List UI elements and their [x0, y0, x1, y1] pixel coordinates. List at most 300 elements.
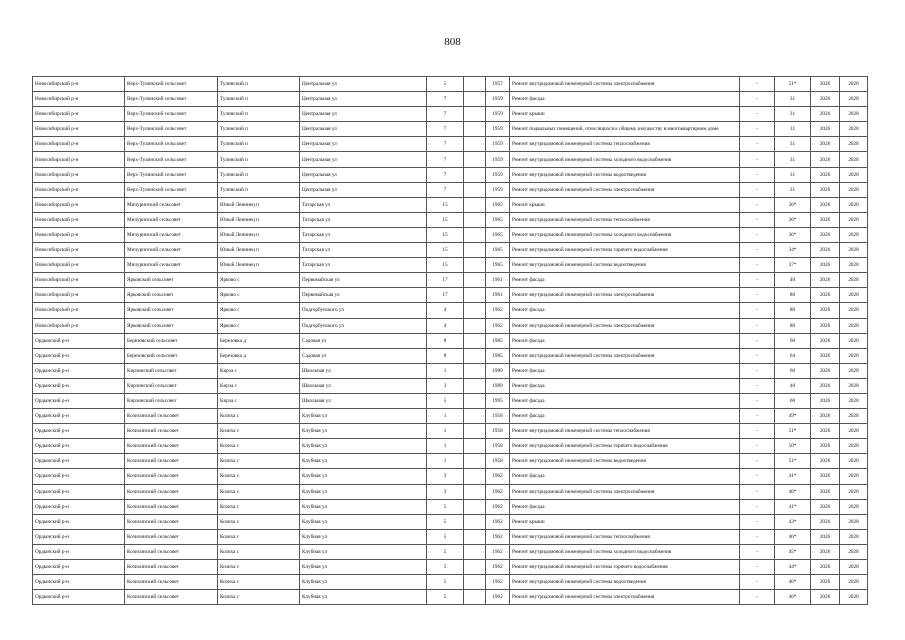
cell-locality: Ярково с — [218, 273, 300, 288]
cell-end_year: 2028 — [840, 439, 868, 454]
cell-district: Новосибирский р-н — [33, 288, 125, 303]
page-number: 808 — [444, 36, 461, 48]
table-row — [33, 212, 868, 227]
cell-house: 7 — [427, 167, 464, 182]
cell-locality: Козиха с — [218, 409, 300, 424]
table-row — [33, 590, 868, 605]
cell-locality: Козиха с — [218, 469, 300, 484]
cell-district: Ордынский р-н — [33, 544, 125, 559]
cell-start_year: 2026 — [811, 318, 840, 333]
cell-dash: - — [740, 484, 775, 499]
cell-locality: Кирза с — [218, 378, 300, 393]
cell-dash: - — [740, 273, 775, 288]
table-row — [33, 122, 868, 137]
cell-percent: 80 — [775, 303, 811, 318]
cell-blank — [464, 590, 486, 605]
cell-dash: - — [740, 590, 775, 605]
table-row — [33, 575, 868, 590]
cell-locality: Козиха с — [218, 454, 300, 469]
cell-settlement: Верх-Тулинский сельсовет — [125, 167, 218, 182]
cell-start_year: 2026 — [811, 333, 840, 348]
table-row — [33, 197, 868, 212]
table-row — [33, 258, 868, 273]
cell-start_year: 2026 — [811, 77, 840, 92]
cell-dash: - — [740, 288, 775, 303]
cell-dash: - — [740, 409, 775, 424]
cell-year: 1959 — [486, 92, 510, 107]
cell-blank — [464, 122, 486, 137]
cell-locality: Козиха с — [218, 514, 300, 529]
cell-year: 1962 — [486, 499, 510, 514]
cell-street: Клубная ул — [300, 514, 427, 529]
cell-street: Центральная ул — [300, 182, 427, 197]
cell-locality: Тулинский п — [218, 77, 300, 92]
cell-settlement: Верх-Тулинский сельсовет — [125, 152, 218, 167]
cell-work: Ремонт фасада — [510, 378, 740, 393]
cell-street: Первомайская ул — [300, 273, 427, 288]
cell-end_year: 2028 — [840, 333, 868, 348]
cell-house: 5 — [427, 499, 464, 514]
cell-blank — [464, 439, 486, 454]
cell-start_year: 2026 — [811, 560, 840, 575]
table-row — [33, 318, 868, 333]
cell-percent: 31 — [775, 137, 811, 152]
cell-district: Ордынский р-н — [33, 529, 125, 544]
cell-work: Ремонт внутридомовой инженерной системы электроснабжения — [510, 590, 740, 605]
cell-district: Новосибирский р-н — [33, 77, 125, 92]
cell-house: 1 — [427, 454, 464, 469]
cell-dash: - — [740, 469, 775, 484]
cell-blank — [464, 273, 486, 288]
cell-district: Ордынский р-н — [33, 514, 125, 529]
cell-settlement: Березовский сельсовет — [125, 333, 218, 348]
cell-start_year: 2026 — [811, 469, 840, 484]
cell-house: 15 — [427, 197, 464, 212]
cell-year: 1989 — [486, 363, 510, 378]
cell-work: Ремонт крыши — [510, 197, 740, 212]
cell-end_year: 2028 — [840, 273, 868, 288]
cell-work: Ремонт фасада — [510, 333, 740, 348]
cell-settlement: Козихинский сельсовет — [125, 424, 218, 439]
cell-year: 1959 — [486, 122, 510, 137]
cell-end_year: 2028 — [840, 484, 868, 499]
cell-year: 1961 — [486, 273, 510, 288]
cell-year: 1962 — [486, 484, 510, 499]
cell-street: Клубная ул — [300, 454, 427, 469]
cell-end_year: 2028 — [840, 77, 868, 92]
cell-house: 4 — [427, 318, 464, 333]
cell-settlement: Верх-Тулинский сельсовет — [125, 122, 218, 137]
cell-street: Садовая ул — [300, 348, 427, 363]
cell-percent: 37* — [775, 258, 811, 273]
cell-locality: Кирза с — [218, 393, 300, 408]
cell-dash: - — [740, 167, 775, 182]
cell-locality: Ярково с — [218, 288, 300, 303]
cell-year: 1962 — [486, 318, 510, 333]
cell-work: Ремонт внутридомовой инженерной системы водоотведения — [510, 454, 740, 469]
cell-locality: Тулинский п — [218, 92, 300, 107]
cell-year: 1961 — [486, 288, 510, 303]
cell-end_year: 2028 — [840, 529, 868, 544]
cell-percent: 31 — [775, 122, 811, 137]
cell-year: 1958 — [486, 439, 510, 454]
cell-year: 1965 — [486, 227, 510, 242]
cell-house: 15 — [427, 212, 464, 227]
cell-end_year: 2028 — [840, 212, 868, 227]
cell-street: Клубная ул — [300, 424, 427, 439]
cell-percent: 36* — [775, 227, 811, 242]
table-row — [33, 514, 868, 529]
cell-end_year: 2028 — [840, 560, 868, 575]
cell-dash: - — [740, 560, 775, 575]
cell-district: Новосибирский р-н — [33, 243, 125, 258]
cell-locality: Юный Ленинец п — [218, 243, 300, 258]
cell-district: Новосибирский р-н — [33, 197, 125, 212]
table-row — [33, 167, 868, 182]
table-row — [33, 152, 868, 167]
cell-settlement: Козихинский сельсовет — [125, 529, 218, 544]
cell-locality: Тулинский п — [218, 122, 300, 137]
cell-district: Новосибирский р-н — [33, 122, 125, 137]
cell-street: Школьная ул — [300, 393, 427, 408]
cell-house: 1 — [427, 439, 464, 454]
cell-house: 17 — [427, 288, 464, 303]
cell-year: 1985 — [486, 348, 510, 363]
table-row — [33, 393, 868, 408]
cell-district: Новосибирский р-н — [33, 137, 125, 152]
cell-street: Клубная ул — [300, 484, 427, 499]
table-row — [33, 182, 868, 197]
cell-house: 7 — [427, 122, 464, 137]
cell-end_year: 2028 — [840, 363, 868, 378]
cell-percent: 36* — [775, 197, 811, 212]
cell-settlement: Ярковский сельсовет — [125, 318, 218, 333]
table-row — [33, 424, 868, 439]
table-row — [33, 303, 868, 318]
cell-percent: 31 — [775, 92, 811, 107]
cell-end_year: 2028 — [840, 514, 868, 529]
cell-start_year: 2026 — [811, 544, 840, 559]
cell-street: Первомайская ул — [300, 288, 427, 303]
cell-dash: - — [740, 499, 775, 514]
cell-locality: Тулинский п — [218, 182, 300, 197]
cell-street: Центральная ул — [300, 92, 427, 107]
cell-settlement: Ярковский сельсовет — [125, 288, 218, 303]
cell-year: 1962 — [486, 544, 510, 559]
cell-dash: - — [740, 378, 775, 393]
cell-percent: 40 — [775, 378, 811, 393]
cell-year: 1962 — [486, 514, 510, 529]
cell-locality: Козиха с — [218, 560, 300, 575]
cell-percent: 60 — [775, 393, 811, 408]
cell-percent: 40 — [775, 273, 811, 288]
cell-district: Ордынский р-н — [33, 333, 125, 348]
cell-year: 1959 — [486, 167, 510, 182]
table-row — [33, 560, 868, 575]
cell-year: 1965 — [486, 243, 510, 258]
cell-district: Новосибирский р-н — [33, 258, 125, 273]
cell-blank — [464, 409, 486, 424]
cell-street: Центральная ул — [300, 77, 427, 92]
cell-work: Ремонт внутридомовой инженерной системы холодного водоснабжения — [510, 152, 740, 167]
cell-locality: Тулинский п — [218, 107, 300, 122]
capital-repair-table — [32, 76, 868, 605]
cell-end_year: 2028 — [840, 454, 868, 469]
cell-street: Клубная ул — [300, 439, 427, 454]
cell-end_year: 2028 — [840, 227, 868, 242]
cell-start_year: 2026 — [811, 243, 840, 258]
cell-dash: - — [740, 137, 775, 152]
cell-street: Центральная ул — [300, 107, 427, 122]
cell-settlement: Мичуринский сельсовет — [125, 258, 218, 273]
cell-house: 5 — [427, 575, 464, 590]
cell-blank — [464, 152, 486, 167]
cell-locality: Тулинский п — [218, 152, 300, 167]
cell-work: Ремонт внутридомовой инженерной системы электроснабжения — [510, 484, 740, 499]
cell-settlement: Кирзинский сельсовет — [125, 363, 218, 378]
cell-year: 1962 — [486, 590, 510, 605]
cell-percent: 43* — [775, 514, 811, 529]
cell-work: Ремонт внутридомовой инженерной системы электроснабжения — [510, 318, 740, 333]
cell-blank — [464, 363, 486, 378]
cell-street: Клубная ул — [300, 499, 427, 514]
cell-street: Клубная ул — [300, 409, 427, 424]
cell-work: Ремонт внутридомовой инженерной системы теплоснабжения — [510, 529, 740, 544]
cell-start_year: 2026 — [811, 152, 840, 167]
cell-percent: 51* — [775, 454, 811, 469]
cell-district: Новосибирский р-н — [33, 227, 125, 242]
cell-district: Новосибирский р-н — [33, 167, 125, 182]
cell-house: 15 — [427, 258, 464, 273]
cell-end_year: 2028 — [840, 499, 868, 514]
cell-blank — [464, 529, 486, 544]
cell-house: 7 — [427, 107, 464, 122]
cell-dash: - — [740, 122, 775, 137]
cell-blank — [464, 303, 486, 318]
cell-blank — [464, 137, 486, 152]
cell-locality: Юный Ленинец п — [218, 197, 300, 212]
cell-percent: 31 — [775, 167, 811, 182]
cell-end_year: 2028 — [840, 469, 868, 484]
cell-start_year: 2026 — [811, 439, 840, 454]
cell-street: Клубная ул — [300, 575, 427, 590]
cell-settlement: Козихинский сельсовет — [125, 514, 218, 529]
cell-street: Клубная ул — [300, 469, 427, 484]
cell-dash: - — [740, 303, 775, 318]
cell-year: 1959 — [486, 107, 510, 122]
cell-year: 1962 — [486, 529, 510, 544]
cell-work: Ремонт внутридомовой инженерной системы холодного водоснабжения — [510, 227, 740, 242]
cell-locality: Юный Ленинец п — [218, 212, 300, 227]
cell-street: Школьная ул — [300, 363, 427, 378]
cell-settlement: Мичуринский сельсовет — [125, 243, 218, 258]
cell-work: Ремонт внутридомовой инженерной системы водоотведения — [510, 575, 740, 590]
cell-blank — [464, 393, 486, 408]
cell-work: Ремонт внутридомовой инженерной системы холодного водоснабжения — [510, 544, 740, 559]
cell-locality: Тулинский п — [218, 167, 300, 182]
cell-house: 5 — [427, 393, 464, 408]
cell-dash: - — [740, 363, 775, 378]
cell-year: 1962 — [486, 469, 510, 484]
table-row — [33, 92, 868, 107]
cell-end_year: 2028 — [840, 122, 868, 137]
cell-house: 4 — [427, 303, 464, 318]
cell-settlement: Мичуринский сельсовет — [125, 197, 218, 212]
cell-work: Ремонт крыши — [510, 514, 740, 529]
cell-house: 5 — [427, 560, 464, 575]
cell-street: Центральная ул — [300, 122, 427, 137]
cell-percent: 64 — [775, 348, 811, 363]
cell-start_year: 2026 — [811, 92, 840, 107]
cell-dash: - — [740, 514, 775, 529]
cell-work: Ремонт фасада — [510, 499, 740, 514]
cell-locality: Козиха с — [218, 590, 300, 605]
cell-start_year: 2026 — [811, 454, 840, 469]
cell-dash: - — [740, 544, 775, 559]
cell-street: Татарская ул — [300, 227, 427, 242]
cell-percent: 46* — [775, 484, 811, 499]
cell-percent: 41* — [775, 469, 811, 484]
cell-year: 1962 — [486, 303, 510, 318]
cell-dash: - — [740, 439, 775, 454]
cell-district: Ордынский р-н — [33, 454, 125, 469]
table-row — [33, 378, 868, 393]
cell-percent: 46* — [775, 590, 811, 605]
cell-blank — [464, 197, 486, 212]
cell-start_year: 2026 — [811, 227, 840, 242]
cell-percent: 41* — [775, 499, 811, 514]
cell-blank — [464, 499, 486, 514]
cell-year: 1958 — [486, 424, 510, 439]
cell-street: Садовая ул — [300, 333, 427, 348]
cell-district: Ордынский р-н — [33, 484, 125, 499]
cell-dash: - — [740, 227, 775, 242]
cell-district: Ордынский р-н — [33, 575, 125, 590]
cell-dash: - — [740, 258, 775, 273]
cell-street: Клубная ул — [300, 544, 427, 559]
cell-percent: 46* — [775, 575, 811, 590]
cell-street: Клубная ул — [300, 560, 427, 575]
cell-street: Клубная ул — [300, 590, 427, 605]
cell-house: 1 — [427, 409, 464, 424]
cell-house: 8 — [427, 333, 464, 348]
cell-start_year: 2026 — [811, 378, 840, 393]
cell-settlement: Козихинский сельсовет — [125, 454, 218, 469]
cell-district: Новосибирский р-н — [33, 182, 125, 197]
cell-end_year: 2028 — [840, 92, 868, 107]
cell-blank — [464, 107, 486, 122]
cell-house: 3 — [427, 484, 464, 499]
cell-dash: - — [740, 92, 775, 107]
cell-end_year: 2028 — [840, 575, 868, 590]
cell-year: 1959 — [486, 182, 510, 197]
cell-street: Подгорбунского ул — [300, 303, 427, 318]
cell-percent: 50* — [775, 439, 811, 454]
cell-blank — [464, 167, 486, 182]
cell-end_year: 2028 — [840, 288, 868, 303]
cell-year: 1965 — [486, 258, 510, 273]
cell-work: Ремонт крыши — [510, 107, 740, 122]
cell-district: Новосибирский р-н — [33, 318, 125, 333]
cell-start_year: 2026 — [811, 137, 840, 152]
cell-house: 5 — [427, 544, 464, 559]
cell-street: Татарская ул — [300, 197, 427, 212]
cell-blank — [464, 560, 486, 575]
table-row — [33, 529, 868, 544]
table-row — [33, 363, 868, 378]
cell-settlement: Верх-Тулинский сельсовет — [125, 137, 218, 152]
cell-work: Ремонт внутридомовой инженерной системы электроснабжения — [510, 77, 740, 92]
cell-house: 15 — [427, 227, 464, 242]
cell-end_year: 2028 — [840, 303, 868, 318]
cell-start_year: 2026 — [811, 167, 840, 182]
table-row — [33, 137, 868, 152]
cell-settlement: Козихинский сельсовет — [125, 484, 218, 499]
cell-blank — [464, 243, 486, 258]
cell-house: 8 — [427, 348, 464, 363]
cell-percent: 34* — [775, 243, 811, 258]
cell-start_year: 2026 — [811, 529, 840, 544]
cell-work: Ремонт внутридомовой инженерной системы электроснабжения — [510, 182, 740, 197]
table-row — [33, 273, 868, 288]
cell-settlement: Верх-Тулинский сельсовет — [125, 182, 218, 197]
cell-percent: 51* — [775, 424, 811, 439]
cell-locality: Юный Ленинец п — [218, 258, 300, 273]
cell-settlement: Кирзинский сельсовет — [125, 378, 218, 393]
cell-settlement: Козихинский сельсовет — [125, 560, 218, 575]
cell-house: 15 — [427, 243, 464, 258]
cell-work: Ремонт внутридомовой инженерной системы горячего водоснабжения — [510, 439, 740, 454]
cell-locality: Юный Ленинец п — [218, 227, 300, 242]
cell-settlement: Козихинский сельсовет — [125, 439, 218, 454]
cell-street: Татарская ул — [300, 212, 427, 227]
cell-settlement: Мичуринский сельсовет — [125, 212, 218, 227]
cell-year: 1959 — [486, 152, 510, 167]
cell-year: 1958 — [486, 454, 510, 469]
table-row — [33, 439, 868, 454]
cell-dash: - — [740, 424, 775, 439]
cell-house: 5 — [427, 529, 464, 544]
cell-house: 7 — [427, 92, 464, 107]
cell-end_year: 2028 — [840, 258, 868, 273]
cell-year: 1957 — [486, 77, 510, 92]
cell-end_year: 2028 — [840, 393, 868, 408]
cell-blank — [464, 318, 486, 333]
cell-work: Ремонт внутридомовой инженерной системы горячего водоснабжения — [510, 560, 740, 575]
cell-locality: Козиха с — [218, 499, 300, 514]
cell-house: 1 — [427, 363, 464, 378]
cell-blank — [464, 212, 486, 227]
cell-work: Ремонт внутридомовой инженерной системы электроснабжения — [510, 288, 740, 303]
cell-settlement: Козихинский сельсовет — [125, 499, 218, 514]
cell-end_year: 2028 — [840, 137, 868, 152]
cell-work: Ремонт внутридомовой инженерной системы теплоснабжения — [510, 212, 740, 227]
table-row — [33, 454, 868, 469]
cell-settlement: Ярковский сельсовет — [125, 273, 218, 288]
cell-start_year: 2026 — [811, 424, 840, 439]
cell-dash: - — [740, 529, 775, 544]
cell-end_year: 2028 — [840, 182, 868, 197]
cell-start_year: 2026 — [811, 258, 840, 273]
cell-district: Ордынский р-н — [33, 393, 125, 408]
cell-district: Новосибирский р-н — [33, 107, 125, 122]
cell-work: Ремонт внутридомовой инженерной системы горячего водоснабжения — [510, 243, 740, 258]
cell-house: 17 — [427, 273, 464, 288]
cell-work: Ремонт внутридомовой инженерной системы водоотведения — [510, 167, 740, 182]
cell-locality: Козиха с — [218, 484, 300, 499]
cell-blank — [464, 258, 486, 273]
cell-end_year: 2028 — [840, 348, 868, 363]
